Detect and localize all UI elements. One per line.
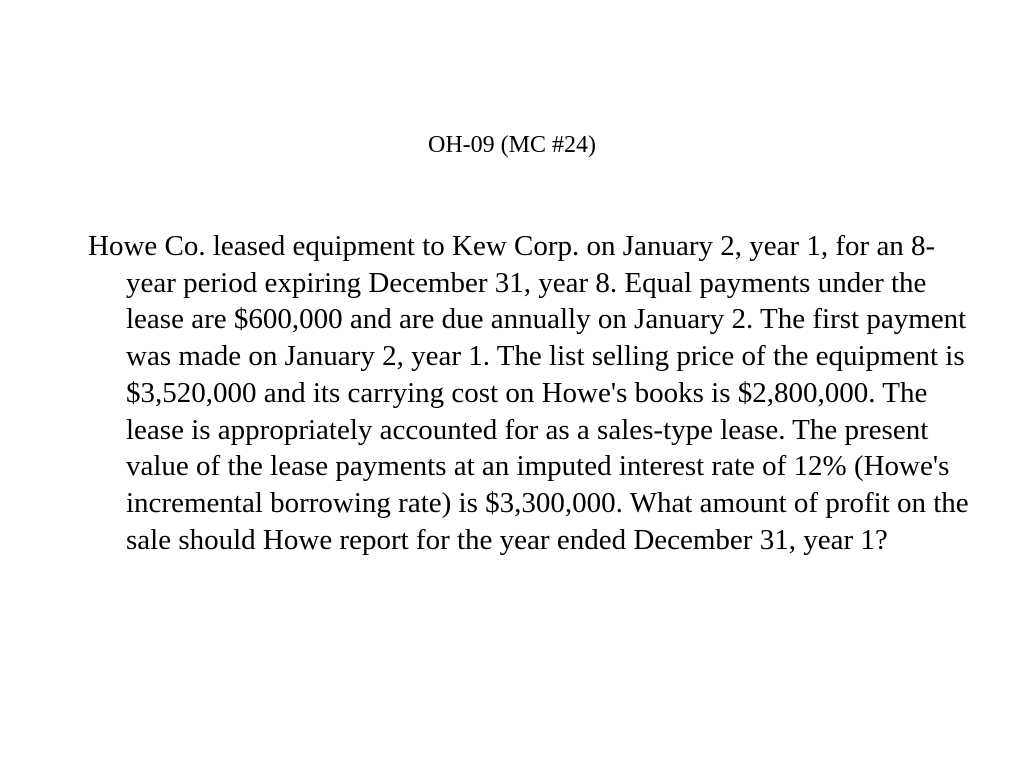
question-text: Howe Co. leased equipment to Kew Corp. on January 2, year 1, for an 8-year period expiring December 31, year 8. Equal payments under the lease are $600,000 and are due annually on January 2. The first payment was made on January 2, year 1. The list selling price of the equipment is $3,520,000 and its carrying cost on Howe's books is $2,800,000. The lease is appropriately accounted for as a sales-type lease. The present value of the lease payments at an imputed interest rate of 12% (Howe's incremental borrowing rate) is $3,300,000. What amount of profit on the sale should Howe report for the year ended December 31, year 1? (88, 230, 969, 556)
slide-title: OH-09 (MC #24) (428, 132, 596, 158)
